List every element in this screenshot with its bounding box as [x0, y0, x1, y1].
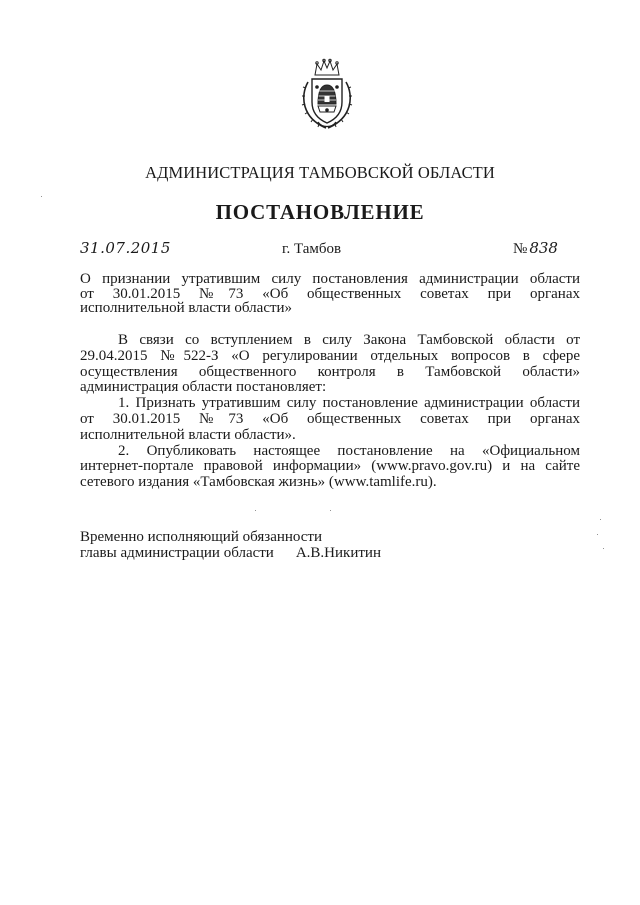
body-line: исполнительной власти области».: [80, 426, 296, 443]
document-place: г. Тамбов: [282, 241, 342, 257]
document-body: [80, 333, 580, 491]
body-line: интернет-портале правовой информации» (www.pravo.gov.ru) и на сайте: [80, 458, 580, 475]
coat-of-arms-emblem: [296, 58, 358, 132]
body-line: осуществления общественного контроля в Тамбовской области»: [80, 363, 580, 380]
scan-speck: [600, 519, 601, 520]
signatory-title: Временно исполняющий обязанности: [80, 529, 323, 545]
scan-speck: [597, 534, 598, 535]
document-number: [513, 239, 558, 258]
subject-line: исполнительной власти области»: [80, 300, 293, 316]
body-line: администрация области постановляет:: [80, 379, 327, 396]
signature-block: [80, 529, 381, 561]
number-value: 838: [529, 239, 558, 257]
body-line: 2. Опубликовать настоящее постановление на «Официальном: [118, 442, 580, 459]
scan-speck: [255, 510, 256, 511]
document-date: 31.07.2015: [80, 239, 171, 257]
signatory-position: главы администрации области: [80, 545, 274, 561]
subject-line: О признании утратившим силу постановления администрации области: [80, 271, 580, 287]
body-line: 1. Признать утратившим силу постановление администрации области: [118, 395, 580, 412]
body-line: от 30.01.2015 №73 «Об общественных советах при органах: [80, 410, 580, 427]
scan-speck: [330, 510, 331, 511]
signatory-name: А.В.Никитин: [295, 545, 381, 561]
number-prefix: №: [513, 241, 528, 257]
scan-speck: [603, 548, 604, 549]
body-line: В связи со вступлением в силу Закона Тамбовской области от: [118, 332, 580, 348]
issuing-authority-heading: АДМИНИСТРАЦИЯ ТАМБОВСКОЙ ОБЛАСТИ: [145, 163, 495, 182]
document-type-title: ПОСТАНОВЛЕНИЕ: [215, 200, 425, 224]
subject-line: от 30.01.2015 №73 «Об общественных советах при органах: [80, 285, 580, 302]
scan-speck: [41, 196, 42, 197]
body-line: сетевого издания «Тамбовская жизнь» (www.tamlife.ru).: [80, 474, 437, 491]
body-line: 29.04.2015 №522-З «О регулировании отдельных вопросов в сфере: [80, 347, 580, 364]
document-subject: [80, 272, 580, 316]
